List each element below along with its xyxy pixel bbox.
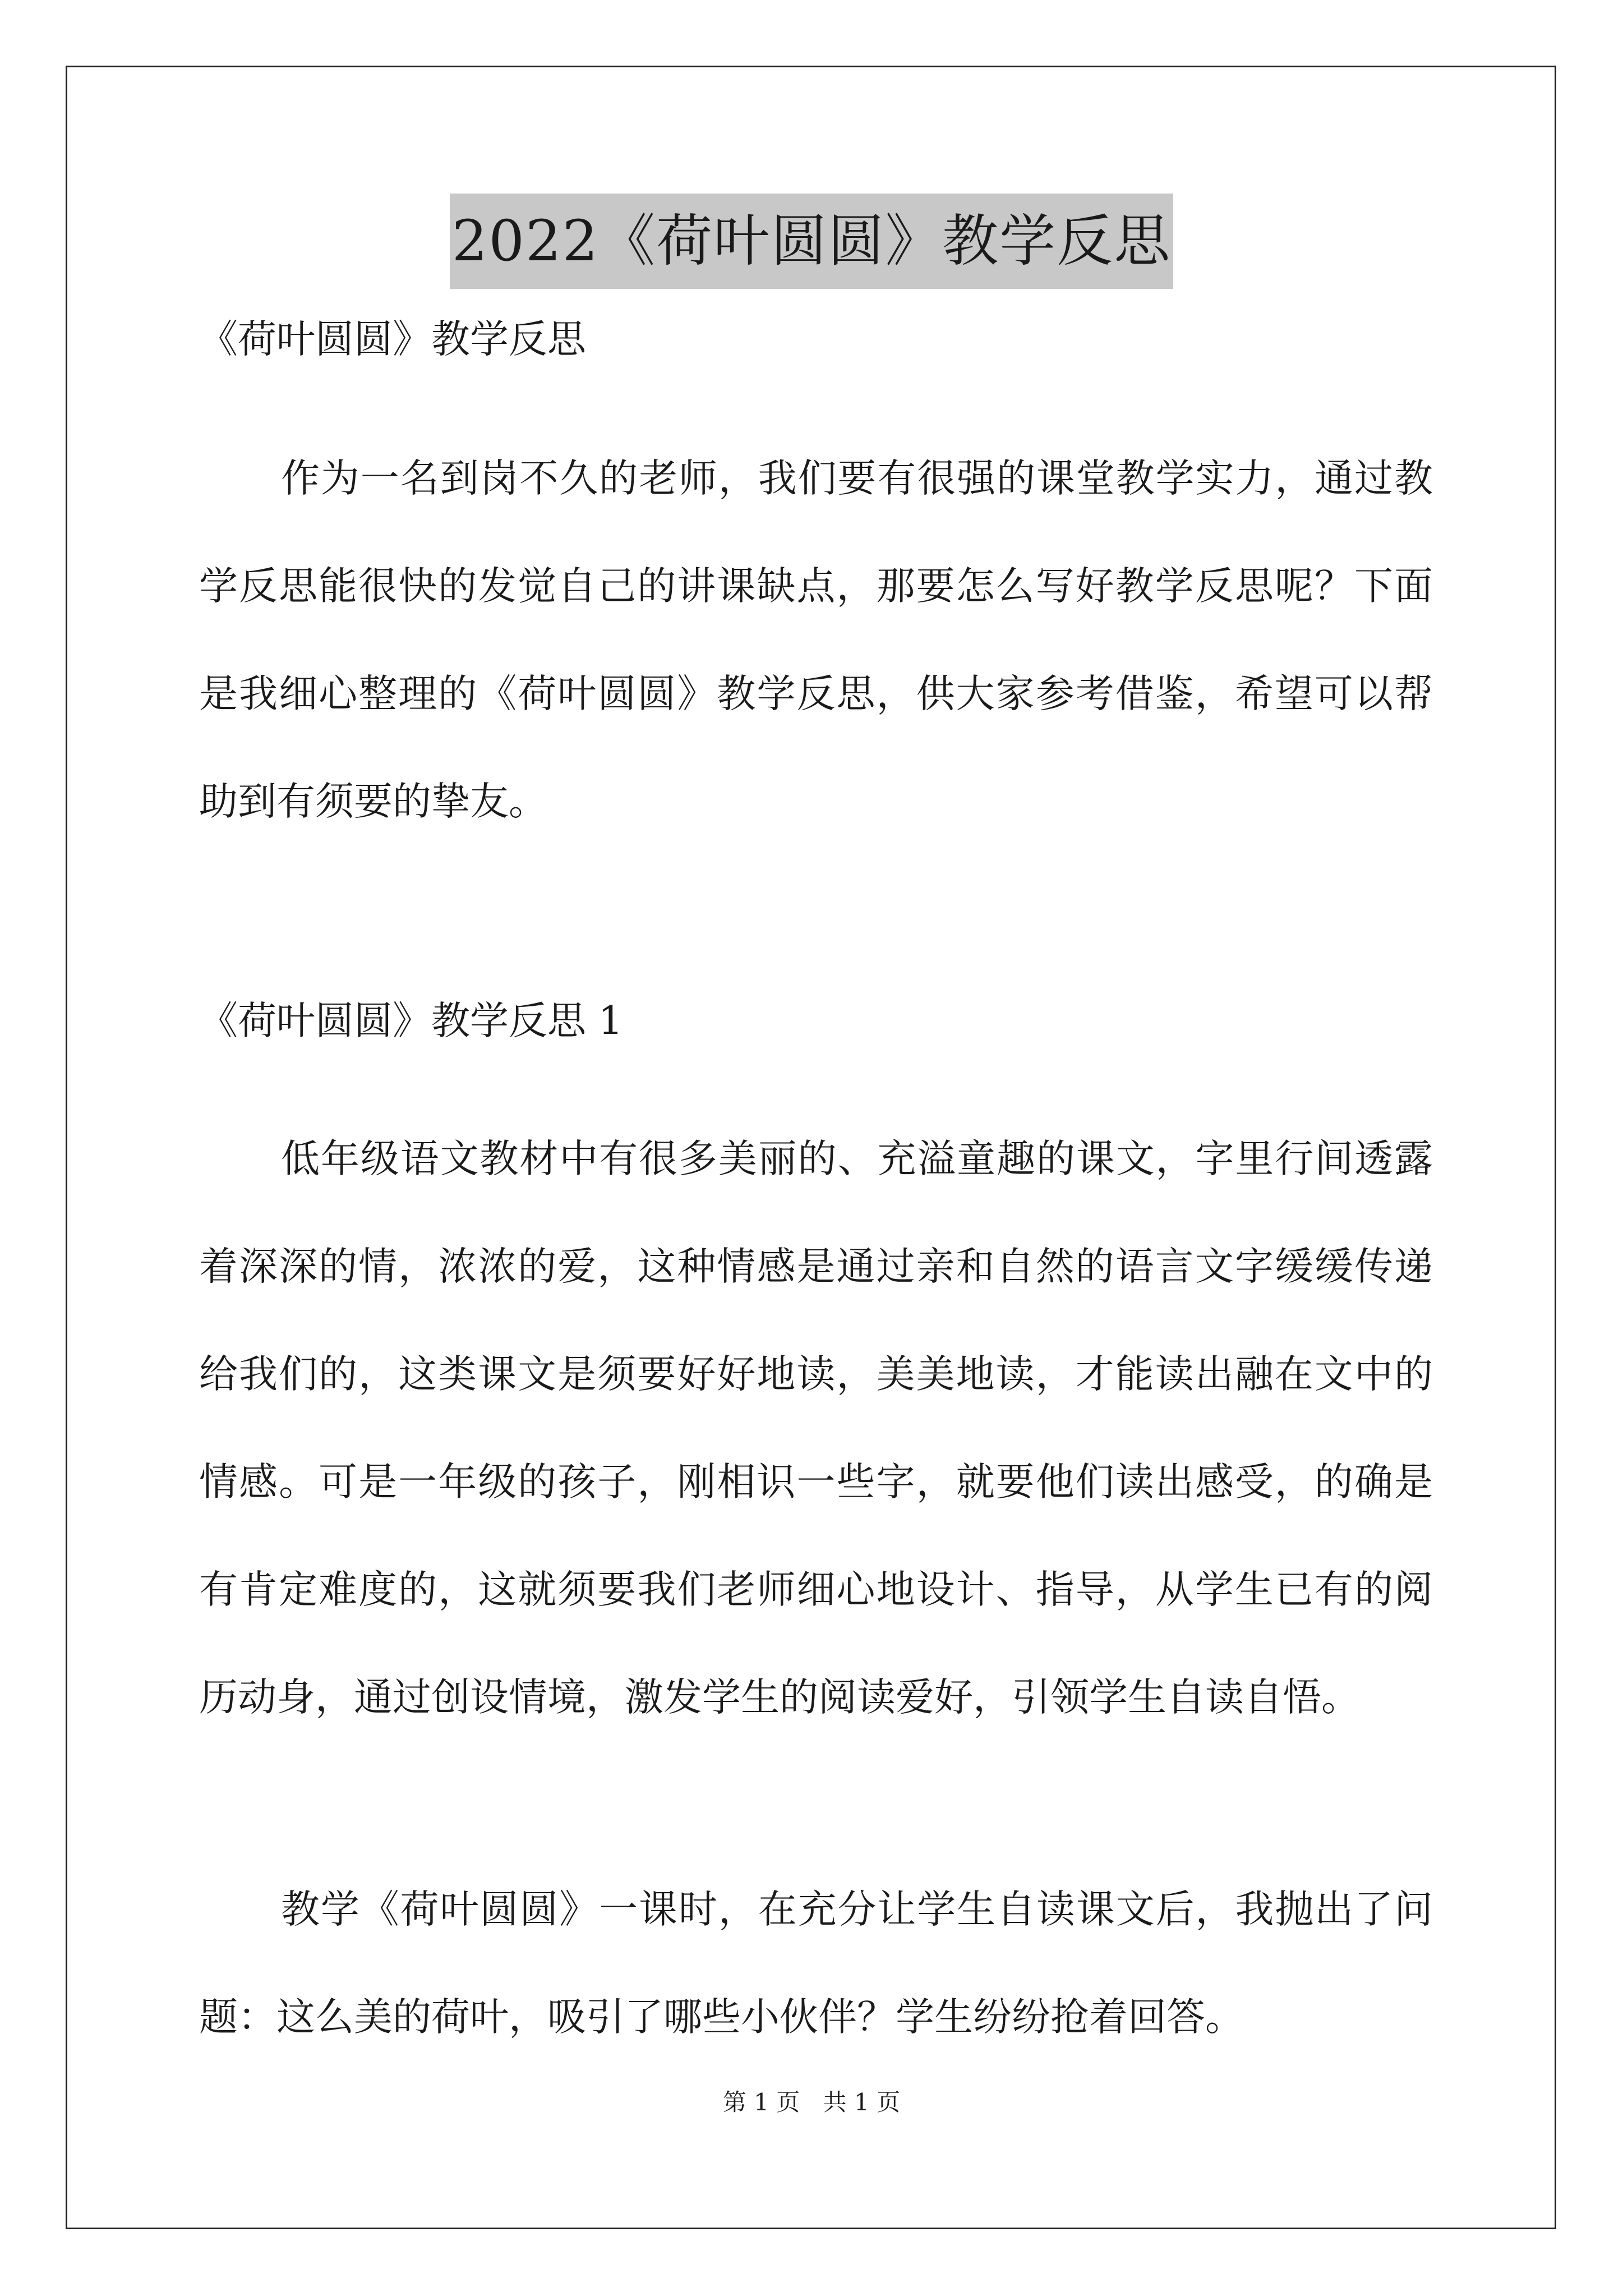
document-title: 2022《荷叶圆圆》教学反思 bbox=[450, 194, 1174, 289]
section-1-paragraph-2: 教学《荷叶圆圆》一课时，在充分让学生自读课文后，我抛出了问题：这么美的荷叶，吸引了哪些小伙伴？学生纷纷抢着回答。 bbox=[199, 1887, 1433, 2040]
page-footer bbox=[0, 2086, 1623, 2119]
page-total: 共 1 页 bbox=[823, 2088, 901, 2116]
section-heading-1: 《荷叶圆圆》教学反思 1 bbox=[199, 999, 623, 1043]
document-subtitle: 《荷叶圆圆》教学反思 bbox=[199, 317, 586, 362]
intro-paragraph: 作为一名到岗不久的老师，我们要有很强的课堂教学实力，通过教学反思能很快的发觉自己的讲课缺点，那要怎么写好教学反思呢？下面是我细心整理的《荷叶圆圆》教学反思，供大家参考借鉴，希望可以帮助到有须要的挚友。 bbox=[199, 456, 1433, 824]
section-1-paragraph-1: 低年级语文教材中有很多美丽的、充溢童趣的课文，字里行间透露着深深的情，浓浓的爱，这种情感是通过亲和自然的语言文字缓缓传递给我们的，这类课文是须要好好地读，美美地读，才能读出融在文中的情感。可是一年级的孩子，刚相识一些字，就要他们读出感受，的确是有肯定难度的，这就须要我们老师细心地设计、指导，从学生已有的阅历动身，通过创设情境，激发学生的阅读爱好，引领学生自读自悟。 bbox=[199, 1137, 1433, 1720]
page-number: 第 1 页 bbox=[722, 2088, 800, 2116]
title-container bbox=[0, 194, 1623, 289]
